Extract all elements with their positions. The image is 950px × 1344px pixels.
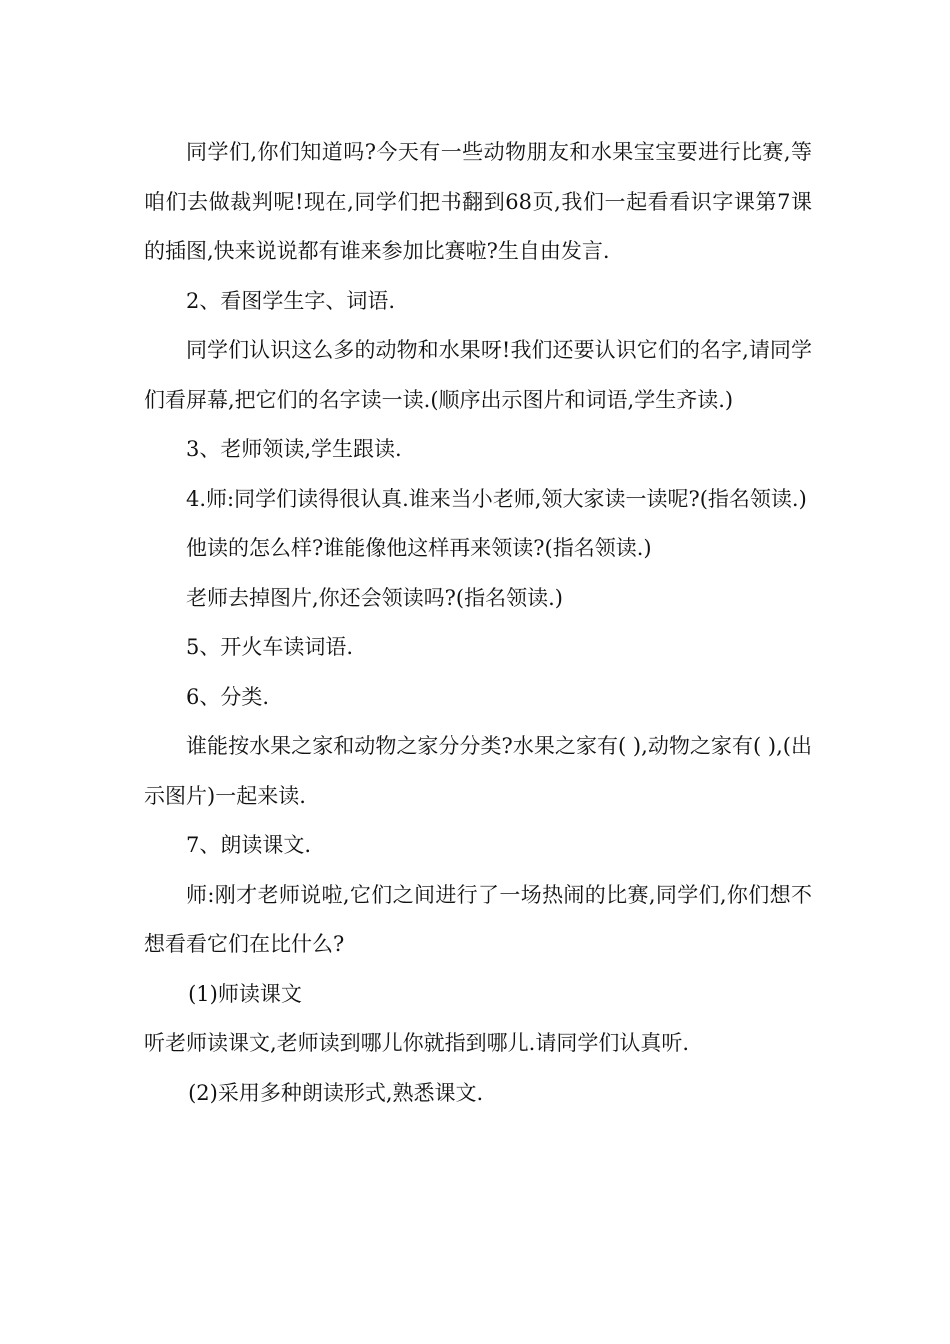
paragraph-step-2: 2、看图学生字、词语.	[186, 288, 396, 313]
paragraph-recognize-names: 同学们认识这么多的动物和水果呀!我们还要认识它们的名字,请同学们看屏幕,把它们的名字读一读.(顺序出示图片和词语,学生齐读.)	[144, 338, 812, 412]
paragraph-step-5: 5、开火车读词语.	[186, 635, 354, 659]
document-page	[144, 128, 812, 1118]
paragraph-step-6: 6、分类.	[186, 684, 270, 709]
paragraph-step-7: 7、朗读课文.	[186, 833, 312, 857]
paragraph-intro: 同学们,你们知道吗?今天有一些动物朋友和水果宝宝要进行比赛,等咱们去做裁判呢!现在,同学们把书翻到68页,我们一起看看识字课第7课的插图,快来说说都有谁来参加比赛啦?生自由发言.	[144, 140, 812, 263]
paragraph-listen: 听老师读课文,老师读到哪儿你就指到哪儿.请同学们认真听.	[144, 1031, 690, 1055]
paragraph-sub-2: (2)采用多种朗读形式,熟悉课文.	[188, 1080, 484, 1105]
paragraph-how-read: 他读的怎么样?谁能像他这样再来领读?(指名领读.)	[186, 536, 652, 560]
paragraph-teacher-said: 师:刚才老师说啦,它们之间进行了一场热闹的比赛,同学们,你们想不想看看它们在比什么?	[144, 882, 812, 956]
paragraph-remove-pictures: 老师去掉图片,你还会领读吗?(指名领读.)	[186, 585, 563, 610]
paragraph-classify: 谁能按水果之家和动物之家分分类?水果之家有( ),动物之家有( ),(出示图片)一起来读.	[144, 734, 813, 808]
paragraph-step-3: 3、老师领读,学生跟读.	[186, 437, 402, 461]
paragraph-sub-1: (1)师读课文	[188, 981, 302, 1006]
paragraph-step-4: 4.师:同学们读得很认真.谁来当小老师,领大家读一读呢?(指名领读.)	[186, 486, 807, 511]
